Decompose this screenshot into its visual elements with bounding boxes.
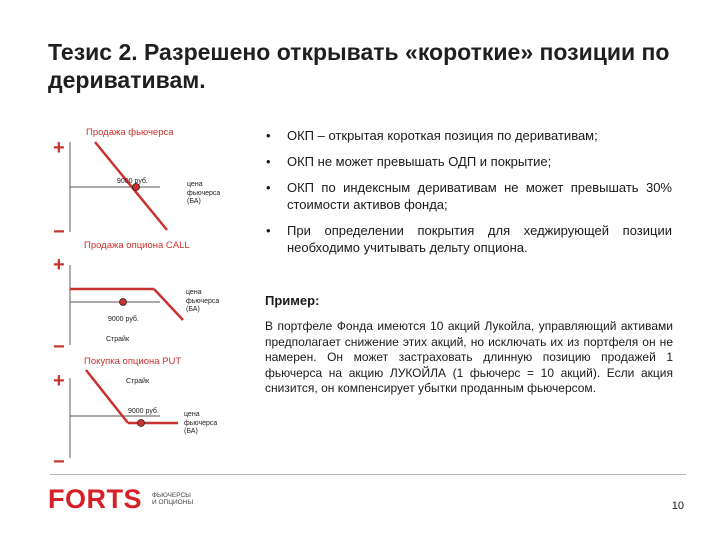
- example-text: В портфеле Фонда имеются 10 акций Лукойла, управляющий активами предполагает снижение этих акций, но исключать их из портфеля он не намерен. Он может застраховать длинную позицию продажей 1 фьючерса на акцию ЛУКОЙЛА (1 фьючерс = 10 акций). Если акция снизится, он компенсирует убытки проданным фьючерсом.: [265, 319, 673, 395]
- bullet-dot-icon: •: [266, 154, 271, 169]
- forts-logo-subtitle: [152, 492, 193, 506]
- strike-point: [138, 420, 145, 427]
- put-price-label: 9000 руб.: [128, 408, 159, 415]
- call-sale-label: Продажа опциона CALL: [84, 240, 190, 251]
- plus-icon: +: [53, 254, 65, 276]
- bullet-dot-icon: •: [266, 223, 271, 238]
- bullet-item: [266, 179, 672, 213]
- strike-point: [120, 299, 127, 306]
- logo-sub-line: ФЬЮЧЕРСЫ: [152, 492, 191, 499]
- minus-icon: −: [53, 336, 65, 358]
- futures-sale-diagram: [70, 142, 167, 232]
- example-heading: Пример:: [265, 293, 320, 308]
- payoff-line-down: [154, 289, 183, 320]
- bullet-text: ОКП не может превышать ОДП и покрытие;: [287, 154, 552, 169]
- payoff-diagrams: [40, 120, 255, 473]
- put-buy-diagram: [70, 370, 178, 458]
- bullet-text: ОКП – открытая короткая позиция по деривативам;: [287, 128, 598, 143]
- call-price-label: 9000 руб.: [108, 316, 139, 323]
- minus-icon: −: [53, 451, 65, 473]
- put-strike-label: Страйк: [126, 378, 150, 385]
- bullet-item: [266, 222, 672, 256]
- slide-title: Тезис 2. Разрешено открывать «короткие» позиции по деривативам.: [48, 39, 670, 93]
- bullet-item: [266, 153, 672, 170]
- logo-sub-line: И ОПЦИОНЫ: [152, 499, 194, 506]
- footer-divider: [50, 474, 686, 475]
- call-strike-label: Страйк: [106, 336, 130, 343]
- bullet-text: При определении покрытия для хеджирующей позиции необходимо учитывать дельту опциона.: [287, 223, 672, 255]
- minus-icon: −: [53, 221, 65, 243]
- forts-logo: FORTS: [48, 484, 142, 514]
- put-buy-label: Покупка опциона PUT: [84, 356, 182, 367]
- bullet-item: [266, 127, 672, 144]
- bullet-text: ОКП по индексным деривативам не может превышать 30% стоимости активов фонда;: [287, 180, 672, 212]
- futures-axis-label: цена фьючерса (БА): [187, 181, 221, 205]
- bullet-dot-icon: •: [266, 180, 271, 195]
- futures-sale-label: Продажа фьючерса: [86, 127, 174, 138]
- call-sale-diagram: [70, 265, 183, 345]
- thesis-bullets: [266, 127, 672, 256]
- call-axis-label: цена фьючерса (БА): [186, 289, 220, 313]
- futures-price-label: 9000 руб.: [117, 178, 148, 185]
- plus-icon: +: [53, 137, 65, 159]
- page-number: 10: [671, 500, 684, 512]
- put-axis-label: цена фьючерса (БА): [184, 411, 218, 435]
- plus-icon: +: [53, 370, 65, 392]
- bullet-dot-icon: •: [266, 128, 271, 143]
- payoff-line-down: [86, 370, 128, 423]
